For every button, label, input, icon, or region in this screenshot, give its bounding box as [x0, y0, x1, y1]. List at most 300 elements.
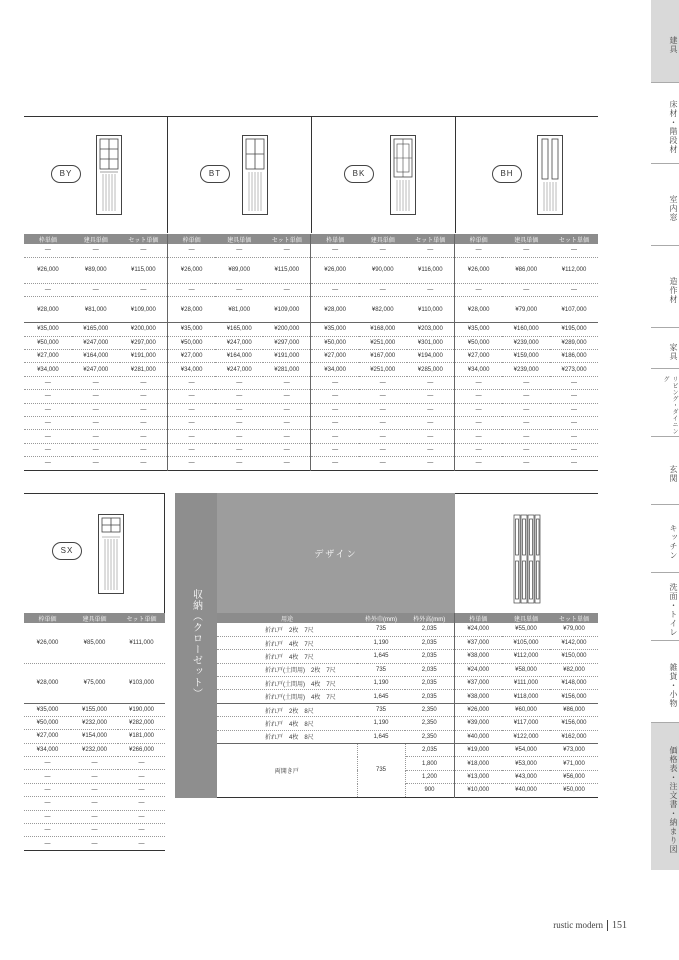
value-cell: ¥38,000 [454, 650, 502, 663]
usage-cell: 両開き戸 [274, 768, 299, 775]
table-row [24, 743, 165, 756]
column-header: 建具単価 [72, 234, 120, 244]
value-cell: ¥73,000 [550, 744, 598, 757]
table-row [217, 636, 598, 649]
table-row [217, 663, 598, 676]
price-cell: ¥26,000 [454, 257, 502, 283]
usage-cell: 折れ戸(土間用) 4枚 7尺 [217, 677, 357, 690]
table-row [24, 783, 165, 796]
value-cell: ¥13,000 [454, 770, 502, 783]
price-cell: — [167, 376, 215, 389]
price-cell: — [550, 417, 598, 430]
closet-price-table [217, 613, 598, 798]
price-cell: ¥50,000 [24, 716, 71, 729]
table-row [24, 350, 598, 363]
value-cell: ¥142,000 [550, 636, 598, 649]
door-illustration [390, 135, 416, 215]
index-tab[interactable]: 洗面・トイレ [669, 583, 678, 637]
price-cell: — [550, 403, 598, 416]
price-cell: — [71, 770, 118, 783]
table-row [217, 677, 598, 690]
price-cell: — [24, 417, 72, 430]
index-tab[interactable]: リビング・ダイニング [662, 376, 677, 435]
price-cell: ¥28,000 [24, 663, 71, 703]
table-row [24, 703, 165, 716]
price-cell: — [72, 376, 120, 389]
value-cell: 2,035 [405, 677, 454, 690]
price-cell: ¥186,000 [550, 350, 598, 363]
price-cell: ¥27,000 [24, 730, 71, 743]
price-cell: — [359, 244, 407, 257]
value-cell: 1,190 [357, 636, 405, 649]
table-row [217, 623, 598, 636]
index-divider [651, 327, 679, 328]
value-cell: ¥156,000 [550, 690, 598, 703]
value-cell: ¥37,000 [454, 636, 502, 649]
price-cell: ¥247,000 [72, 363, 120, 376]
price-cell: ¥50,000 [24, 336, 72, 349]
model-panel-bk [311, 116, 455, 233]
page-number: 151 [607, 920, 627, 931]
value-cell: ¥82,000 [550, 663, 598, 676]
value-cell: ¥53,000 [502, 757, 550, 770]
price-cell: ¥85,000 [71, 623, 118, 663]
price-cell: — [454, 430, 502, 443]
table-row [24, 403, 598, 416]
table-row [24, 770, 165, 783]
top-price-table [24, 234, 598, 471]
table-row [24, 837, 165, 850]
price-cell: — [502, 390, 550, 403]
price-cell: — [359, 443, 407, 456]
price-cell: ¥289,000 [550, 336, 598, 349]
value-cell: 2,350 [405, 717, 454, 730]
price-cell: ¥165,000 [215, 323, 263, 336]
value-cell: 735 [357, 663, 405, 676]
price-cell: — [72, 283, 120, 296]
value-cell: ¥19,000 [454, 744, 502, 757]
price-cell: ¥167,000 [359, 350, 407, 363]
price-cell: — [550, 457, 598, 470]
index-tab[interactable]: 室内窓 [669, 194, 678, 222]
table-row [217, 650, 598, 663]
price-cell: ¥107,000 [550, 297, 598, 323]
table-row [24, 443, 598, 456]
value-cell: ¥150,000 [550, 650, 598, 663]
price-cell: — [550, 376, 598, 389]
value-cell: 1,645 [357, 690, 405, 703]
index-divider [651, 504, 679, 505]
price-cell: — [71, 757, 118, 770]
table-row [24, 417, 598, 430]
table-row [217, 703, 598, 716]
price-cell: — [311, 430, 359, 443]
price-cell: — [407, 403, 455, 416]
price-cell: — [24, 403, 72, 416]
price-cell: — [71, 783, 118, 796]
price-cell: ¥297,000 [263, 336, 311, 349]
price-cell: — [407, 283, 455, 296]
price-cell: ¥154,000 [71, 730, 118, 743]
price-cell: — [502, 376, 550, 389]
value-cell: ¥24,000 [454, 663, 502, 676]
price-cell: ¥27,000 [311, 350, 359, 363]
column-header: 用途 [217, 613, 357, 623]
price-cell: ¥168,000 [359, 323, 407, 336]
table-row [24, 336, 598, 349]
column-header: 建具単価 [502, 234, 550, 244]
price-cell: — [71, 824, 118, 837]
design-label: デザイン [217, 493, 455, 613]
price-cell: — [407, 417, 455, 430]
price-cell: ¥35,000 [167, 323, 215, 336]
price-cell: — [502, 417, 550, 430]
price-cell: — [454, 244, 502, 257]
value-cell: ¥38,000 [454, 690, 502, 703]
price-cell: — [502, 403, 550, 416]
price-cell: — [215, 376, 263, 389]
price-cell: — [263, 443, 311, 456]
column-header: 枠単価 [454, 613, 502, 623]
column-header: セット単価 [120, 234, 168, 244]
price-cell: ¥232,000 [71, 743, 118, 756]
price-cell: ¥112,000 [550, 257, 598, 283]
price-cell: — [407, 443, 455, 456]
value-cell: 2,035 [405, 623, 454, 636]
price-cell: — [24, 244, 72, 257]
price-cell: — [24, 797, 71, 810]
price-cell: ¥297,000 [120, 336, 168, 349]
table-row [24, 730, 165, 743]
price-cell: — [407, 430, 455, 443]
price-cell: — [215, 283, 263, 296]
price-cell: ¥160,000 [502, 323, 550, 336]
price-cell: — [454, 443, 502, 456]
page-footer [553, 920, 627, 931]
price-cell: ¥50,000 [311, 336, 359, 349]
price-cell: — [120, 244, 168, 257]
table-row [217, 690, 598, 703]
price-cell: ¥251,000 [359, 363, 407, 376]
price-cell: — [24, 810, 71, 823]
price-cell: — [71, 810, 118, 823]
table-row [24, 376, 598, 389]
value-cell: ¥24,000 [454, 623, 502, 636]
column-header: 枠外高(mm) [405, 613, 454, 623]
price-cell: — [311, 283, 359, 296]
value-cell: ¥26,000 [454, 703, 502, 716]
price-cell: ¥89,000 [72, 257, 120, 283]
index-divider [651, 368, 679, 369]
index-divider [651, 640, 679, 641]
value-cell: 2,350 [405, 730, 454, 743]
price-cell: ¥195,000 [550, 323, 598, 336]
price-cell: ¥26,000 [24, 623, 71, 663]
price-cell: — [311, 244, 359, 257]
model-panel-bt [167, 116, 311, 233]
value-cell: 2,035 [405, 690, 454, 703]
price-cell: ¥34,000 [167, 363, 215, 376]
door-illustration [537, 135, 563, 215]
price-cell: — [120, 417, 168, 430]
price-cell: ¥28,000 [311, 297, 359, 323]
price-cell: ¥34,000 [454, 363, 502, 376]
price-cell: — [263, 390, 311, 403]
price-cell: ¥111,000 [118, 623, 165, 663]
price-cell: ¥200,000 [120, 323, 168, 336]
table-row [24, 283, 598, 296]
usage-cell: 折れ戸(土間用) 4枚 7尺 [217, 690, 357, 703]
column-header: 建具単価 [215, 234, 263, 244]
index-divider [651, 572, 679, 573]
door-illustration [98, 514, 124, 594]
price-cell: — [263, 430, 311, 443]
value-cell: 1,200 [405, 770, 454, 783]
model-panel-by [24, 116, 167, 233]
price-cell: ¥159,000 [502, 350, 550, 363]
value-cell: ¥122,000 [502, 730, 550, 743]
price-cell: ¥251,000 [359, 336, 407, 349]
price-cell: ¥50,000 [454, 336, 502, 349]
table-row [24, 716, 165, 729]
usage-cell: 折れ戸 4枚 8尺 [217, 717, 357, 730]
index-divider [651, 245, 679, 246]
price-cell: ¥27,000 [454, 350, 502, 363]
table-row [24, 244, 598, 257]
price-cell: ¥203,000 [407, 323, 455, 336]
price-cell: — [550, 283, 598, 296]
price-cell: — [454, 417, 502, 430]
index-tab[interactable]: 床材・階段材 [669, 99, 678, 154]
table-row [24, 430, 598, 443]
price-cell: — [311, 417, 359, 430]
price-cell: ¥89,000 [215, 257, 263, 283]
model-badge: BH [492, 165, 522, 183]
table-row [24, 363, 598, 376]
price-cell: — [407, 457, 455, 470]
price-cell: ¥26,000 [167, 257, 215, 283]
price-cell: — [215, 403, 263, 416]
price-cell: — [24, 457, 72, 470]
price-cell: — [550, 244, 598, 257]
price-cell: — [24, 390, 72, 403]
brand-name: rustic modern [553, 920, 603, 930]
header-row [217, 613, 598, 623]
price-cell: — [550, 443, 598, 456]
price-cell: ¥35,000 [311, 323, 359, 336]
price-cell: — [167, 430, 215, 443]
price-cell: ¥27,000 [167, 350, 215, 363]
value-cell: ¥86,000 [550, 703, 598, 716]
price-cell: ¥247,000 [72, 336, 120, 349]
column-header: セット単価 [407, 234, 455, 244]
price-cell: — [407, 376, 455, 389]
price-cell: — [72, 457, 120, 470]
price-cell: ¥75,000 [71, 663, 118, 703]
price-cell: ¥103,000 [118, 663, 165, 703]
price-cell: — [118, 810, 165, 823]
value-cell: ¥117,000 [502, 717, 550, 730]
value-cell: 735 [357, 744, 405, 798]
price-cell: — [263, 244, 311, 257]
column-header: 建具単価 [359, 234, 407, 244]
model-badge: BY [51, 165, 81, 183]
column-header: 枠単価 [454, 234, 502, 244]
price-cell: — [263, 457, 311, 470]
price-cell: ¥181,000 [118, 730, 165, 743]
price-cell: — [167, 417, 215, 430]
price-cell: — [407, 244, 455, 257]
price-cell: ¥34,000 [24, 743, 71, 756]
price-cell: — [550, 430, 598, 443]
price-cell: — [215, 390, 263, 403]
value-cell: 2,350 [405, 703, 454, 716]
usage-cell: 折れ戸 2枚 8尺 [217, 703, 357, 716]
table-row [24, 390, 598, 403]
price-cell: — [454, 283, 502, 296]
price-cell: — [24, 443, 72, 456]
price-cell: — [502, 283, 550, 296]
index-tab[interactable]: 価格表・注文書・納まり図 [651, 722, 679, 870]
price-cell: ¥115,000 [263, 257, 311, 283]
column-header: 建具単価 [502, 613, 550, 623]
price-cell: — [502, 443, 550, 456]
price-cell: — [215, 430, 263, 443]
value-cell: ¥54,000 [502, 744, 550, 757]
price-cell: ¥247,000 [215, 336, 263, 349]
column-header: 枠外巾(mm) [357, 613, 405, 623]
price-cell: — [24, 283, 72, 296]
price-cell: ¥191,000 [120, 350, 168, 363]
value-cell: 2,035 [405, 636, 454, 649]
price-cell: — [359, 417, 407, 430]
price-cell: — [167, 457, 215, 470]
column-header: セット単価 [263, 234, 311, 244]
column-header: セット単価 [550, 613, 598, 623]
index-tab[interactable]: 雑貨・小物 [669, 662, 678, 708]
price-cell: ¥81,000 [215, 297, 263, 323]
table-row [24, 297, 598, 323]
price-cell: ¥90,000 [359, 257, 407, 283]
index-divider [651, 82, 679, 83]
value-cell: ¥40,000 [502, 784, 550, 797]
usage-cell: 折れ戸 4枚 8尺 [217, 730, 357, 743]
price-cell: — [502, 244, 550, 257]
table-row [24, 663, 165, 703]
price-cell: ¥273,000 [550, 363, 598, 376]
price-cell: ¥115,000 [120, 257, 168, 283]
price-cell: ¥116,000 [407, 257, 455, 283]
column-header: 枠単価 [24, 613, 71, 623]
model-panel-sx [24, 493, 165, 613]
value-cell: 1,645 [357, 650, 405, 663]
price-cell: ¥81,000 [72, 297, 120, 323]
price-cell: — [311, 443, 359, 456]
price-cell: — [311, 457, 359, 470]
price-cell: ¥50,000 [167, 336, 215, 349]
price-cell: — [407, 390, 455, 403]
price-cell: — [359, 390, 407, 403]
value-cell: ¥162,000 [550, 730, 598, 743]
price-cell: — [71, 837, 118, 850]
table-row [24, 757, 165, 770]
price-cell: — [72, 390, 120, 403]
price-cell: ¥164,000 [72, 350, 120, 363]
door-illustration [96, 135, 122, 215]
index-tab[interactable]: 造作材 [669, 276, 678, 304]
table-row [24, 457, 598, 470]
price-cell: — [359, 457, 407, 470]
price-cell: — [311, 376, 359, 389]
value-cell: ¥156,000 [550, 717, 598, 730]
price-cell: — [71, 797, 118, 810]
price-cell: — [120, 390, 168, 403]
value-cell: 1,800 [405, 757, 454, 770]
usage-cell: 折れ戸(土間用) 2枚 7尺 [217, 663, 357, 676]
price-cell: — [167, 403, 215, 416]
price-cell: — [263, 403, 311, 416]
price-cell: ¥34,000 [311, 363, 359, 376]
price-cell: ¥35,000 [24, 323, 72, 336]
price-cell: — [263, 283, 311, 296]
price-cell: ¥281,000 [263, 363, 311, 376]
price-cell: — [454, 390, 502, 403]
value-cell: 735 [357, 703, 405, 716]
price-cell: — [263, 376, 311, 389]
value-cell: ¥112,000 [502, 650, 550, 663]
price-cell: ¥82,000 [359, 297, 407, 323]
folding-door-illustration [513, 514, 541, 604]
header-row [24, 234, 598, 244]
value-cell: ¥71,000 [550, 757, 598, 770]
value-cell: ¥10,000 [454, 784, 502, 797]
index-divider [651, 436, 679, 437]
table-row [217, 730, 598, 743]
price-cell: ¥155,000 [71, 703, 118, 716]
model-badge: SX [52, 542, 82, 560]
price-cell: ¥190,000 [118, 703, 165, 716]
price-cell: ¥239,000 [502, 363, 550, 376]
index-tab[interactable]: キッチン [669, 524, 678, 560]
value-cell: ¥118,000 [502, 690, 550, 703]
price-cell: — [550, 390, 598, 403]
index-divider [651, 163, 679, 164]
price-cell: — [120, 443, 168, 456]
value-cell: 1,190 [357, 717, 405, 730]
price-cell: — [118, 797, 165, 810]
price-cell: ¥301,000 [407, 336, 455, 349]
value-cell: 2,035 [405, 650, 454, 663]
price-cell: ¥266,000 [118, 743, 165, 756]
value-cell: ¥55,000 [502, 623, 550, 636]
price-cell: ¥28,000 [167, 297, 215, 323]
price-cell: ¥28,000 [454, 297, 502, 323]
index-tab[interactable]: 家具 [669, 342, 678, 361]
price-cell: — [24, 783, 71, 796]
price-cell: — [120, 376, 168, 389]
table-row [24, 824, 165, 837]
value-cell: 900 [405, 784, 454, 797]
price-cell: — [120, 430, 168, 443]
price-cell: ¥27,000 [24, 350, 72, 363]
price-cell: — [24, 376, 72, 389]
price-cell: — [24, 770, 71, 783]
value-cell: ¥39,000 [454, 717, 502, 730]
index-tab[interactable]: 玄関 [669, 465, 678, 483]
price-cell: — [359, 283, 407, 296]
price-cell: — [311, 390, 359, 403]
index-tab[interactable]: 建具 [651, 0, 679, 82]
